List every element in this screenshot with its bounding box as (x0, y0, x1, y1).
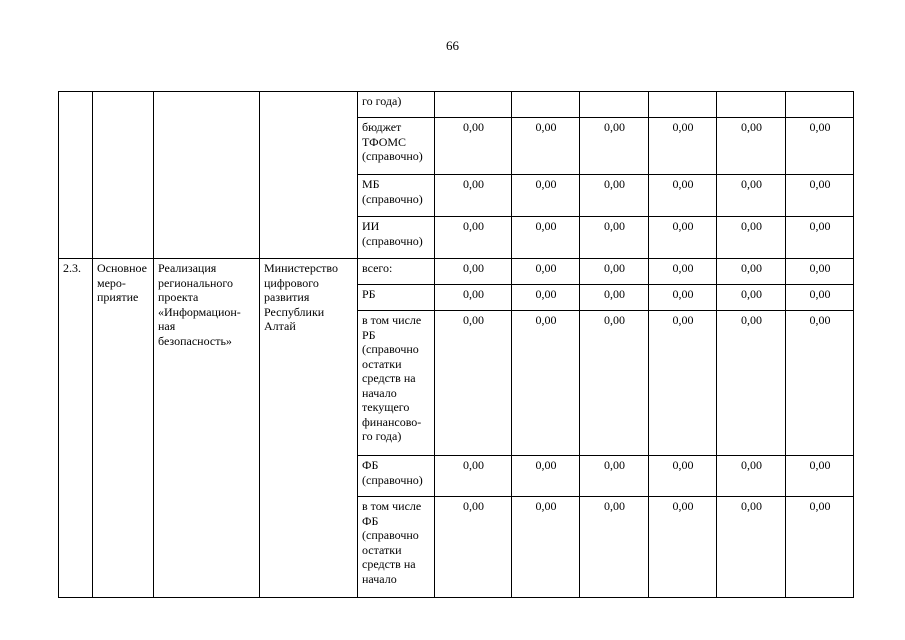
value-cell: 0,00 (512, 118, 580, 175)
value-cell: 0,00 (649, 118, 717, 175)
funding-source-cell: в том числе ФБ (справочно остатки средств на начало (358, 497, 435, 598)
value-cell (435, 92, 512, 118)
value-cell: 0,00 (580, 118, 649, 175)
value-cell (512, 92, 580, 118)
value-cell: 0,00 (435, 118, 512, 175)
funding-source-cell: бюджет ТФОМС (справочно) (358, 118, 435, 175)
value-cell: 0,00 (717, 456, 786, 497)
funding-source-cell: МБ (справочно) (358, 175, 435, 217)
activity-number: 2.3. (59, 259, 93, 598)
table-row (59, 259, 854, 285)
value-cell: 0,00 (649, 497, 717, 598)
value-cell: 0,00 (580, 497, 649, 598)
funding-source-cell: го года) (358, 92, 435, 118)
value-cell: 0,00 (435, 285, 512, 311)
value-cell: 0,00 (717, 285, 786, 311)
value-cell: 0,00 (512, 311, 580, 456)
value-cell: 0,00 (717, 497, 786, 598)
value-cell (580, 92, 649, 118)
funding-source-cell: в том числе РБ (справочно остатки средств на начало текущего финансово- го года) (358, 311, 435, 456)
value-cell: 0,00 (435, 175, 512, 217)
value-cell: 0,00 (717, 259, 786, 285)
value-cell: 0,00 (786, 285, 854, 311)
value-cell: 0,00 (786, 118, 854, 175)
page-number: 66 (446, 38, 459, 53)
value-cell: 0,00 (649, 285, 717, 311)
value-cell: 0,00 (512, 217, 580, 259)
value-cell: 0,00 (786, 217, 854, 259)
value-cell: 0,00 (435, 217, 512, 259)
value-cell: 0,00 (717, 217, 786, 259)
value-cell: 0,00 (786, 497, 854, 598)
value-cell: 0,00 (786, 456, 854, 497)
value-cell: 0,00 (580, 285, 649, 311)
value-cell: 0,00 (649, 311, 717, 456)
value-cell: 0,00 (786, 175, 854, 217)
executor-cell (260, 92, 358, 259)
value-cell: 0,00 (435, 456, 512, 497)
funding-source-cell: ФБ (справочно) (358, 456, 435, 497)
name-cell (154, 92, 260, 259)
value-cell (649, 92, 717, 118)
activity-type: Основное меро- приятие (93, 259, 154, 598)
value-cell: 0,00 (512, 285, 580, 311)
value-cell: 0,00 (512, 456, 580, 497)
value-cell: 0,00 (717, 311, 786, 456)
value-cell: 0,00 (435, 311, 512, 456)
value-cell: 0,00 (786, 311, 854, 456)
value-cell: 0,00 (435, 259, 512, 285)
value-cell: 0,00 (580, 217, 649, 259)
table-row (59, 92, 854, 118)
value-cell: 0,00 (717, 175, 786, 217)
value-cell: 0,00 (649, 217, 717, 259)
value-cell: 0,00 (512, 175, 580, 217)
budget-table (58, 91, 854, 598)
value-cell: 0,00 (580, 259, 649, 285)
value-cell: 0,00 (512, 259, 580, 285)
value-cell: 0,00 (649, 259, 717, 285)
activity-name: Реализация регионального проекта «Информацион- ная безопасность» (154, 259, 260, 598)
value-cell: 0,00 (649, 456, 717, 497)
value-cell: 0,00 (512, 497, 580, 598)
value-cell: 0,00 (580, 456, 649, 497)
number-cell (59, 92, 93, 259)
value-cell: 0,00 (649, 175, 717, 217)
value-cell: 0,00 (580, 311, 649, 456)
funding-source-cell: ИИ (справочно) (358, 217, 435, 259)
funding-source-cell: РБ (358, 285, 435, 311)
value-cell: 0,00 (717, 118, 786, 175)
value-cell (717, 92, 786, 118)
value-cell: 0,00 (435, 497, 512, 598)
value-cell (786, 92, 854, 118)
funding-source-cell: всего: (358, 259, 435, 285)
type-cell (93, 92, 154, 259)
activity-executor: Министерство цифрового развития Республики Алтай (260, 259, 358, 598)
value-cell: 0,00 (580, 175, 649, 217)
value-cell: 0,00 (786, 259, 854, 285)
